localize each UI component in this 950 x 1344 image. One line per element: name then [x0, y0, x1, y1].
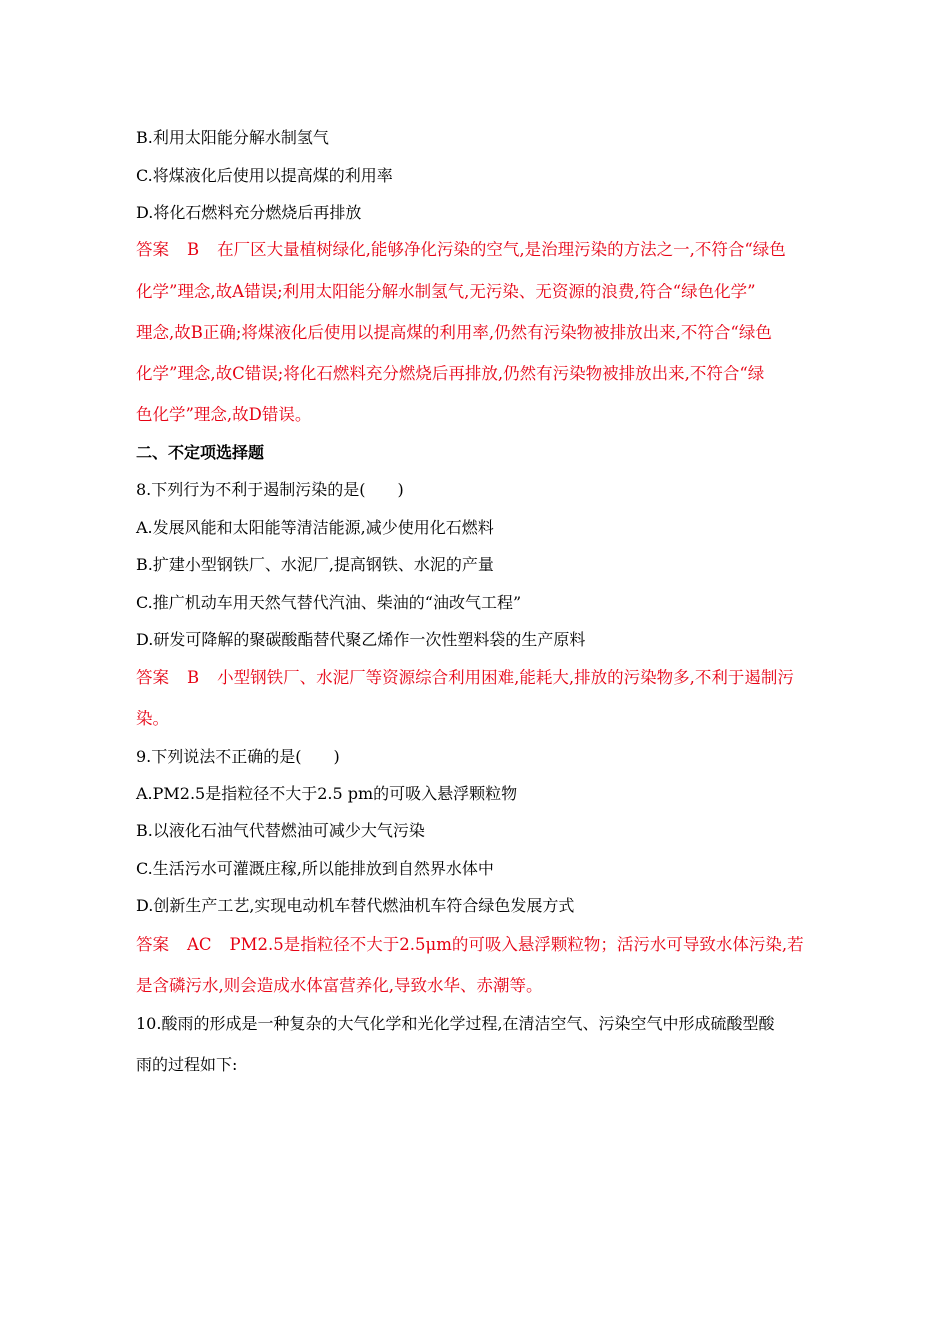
q7-option-c: C.将煤液化后使用以提高煤的利用率 [136, 166, 393, 185]
q8-option-b: B.扩建小型钢铁厂、水泥厂,提高钢铁、水泥的产量 [136, 555, 494, 574]
answer-key: AC [187, 935, 212, 954]
q8-answer-line-2: 染。 [136, 709, 169, 728]
answer-explanation: PM2.5是指粒径不大于2.5μm的可吸入悬浮颗粒物；活污水可导致水体污染,若 [229, 935, 804, 954]
q9-option-b: B.以液化石油气代替燃油可减少大气污染 [136, 821, 425, 840]
q7-answer-line-4: 化学”理念,故C错误;将化石燃料充分燃烧后再排放,仍然有污染物被排放出来,不符合“绿 [136, 364, 765, 383]
q7-answer-line-1 [136, 240, 786, 260]
q8-option-d: D.研发可降解的聚碳酸酯替代聚乙烯作一次性塑料袋的生产原料 [136, 630, 586, 649]
q9-answer-line-2: 是含磷污水,则会造成水体富营养化,导致水华、赤潮等。 [136, 976, 543, 995]
section-title: 二、不定项选择题 [136, 443, 265, 462]
q8-stem: 8.下列行为不利于遏制污染的是( ) [136, 480, 404, 499]
q9-answer-line-1 [136, 935, 804, 955]
answer-explanation: 在厂区大量植树绿化,能够净化污染的空气,是治理污染的方法之一,不符合“绿色 [217, 240, 786, 259]
q8-option-c: C.推广机动车用天然气替代汽油、柴油的“油改气工程” [136, 593, 522, 612]
q7-answer-line-2: 化学”理念,故A错误;利用太阳能分解水制氢气,无污染、无资源的浪费,符合“绿色化学” [136, 282, 756, 301]
answer-key: B [187, 240, 200, 259]
q7-option-b: B.利用太阳能分解水制氢气 [136, 128, 329, 147]
answer-label: 答案 [136, 240, 169, 259]
q7-answer-line-5: 色化学”理念,故D错误。 [136, 405, 312, 424]
q9-stem: 9.下列说法不正确的是( ) [136, 747, 340, 766]
q10-stem-line-2: 雨的过程如下: [136, 1055, 238, 1074]
q8-answer-line-1 [136, 668, 794, 688]
q7-answer-line-3: 理念,故B正确;将煤液化后使用以提高煤的利用率,仍然有污染物被排放出来,不符合“绿色 [136, 323, 772, 342]
answer-explanation: 小型钢铁厂、水泥厂等资源综合利用困难,能耗大,排放的污染物多,不利于遏制污 [217, 668, 794, 687]
q7-option-d: D.将化石燃料充分燃烧后再排放 [136, 203, 362, 222]
q9-option-c: C.生活污水可灌溉庄稼,所以能排放到自然界水体中 [136, 859, 494, 878]
q9-option-a: A.PM2.5是指粒径不大于2.5 pm的可吸入悬浮颗粒物 [136, 784, 518, 803]
q8-option-a: A.发展风能和太阳能等清洁能源,减少使用化石燃料 [136, 518, 494, 537]
answer-key: B [187, 668, 200, 687]
q10-stem-line-1: 10.酸雨的形成是一种复杂的大气化学和光化学过程,在清洁空气、污染空气中形成硫酸型酸 [136, 1014, 775, 1033]
answer-label: 答案 [136, 935, 169, 954]
q9-option-d: D.创新生产工艺,实现电动机车替代燃油机车符合绿色发展方式 [136, 896, 575, 915]
answer-label: 答案 [136, 668, 169, 687]
